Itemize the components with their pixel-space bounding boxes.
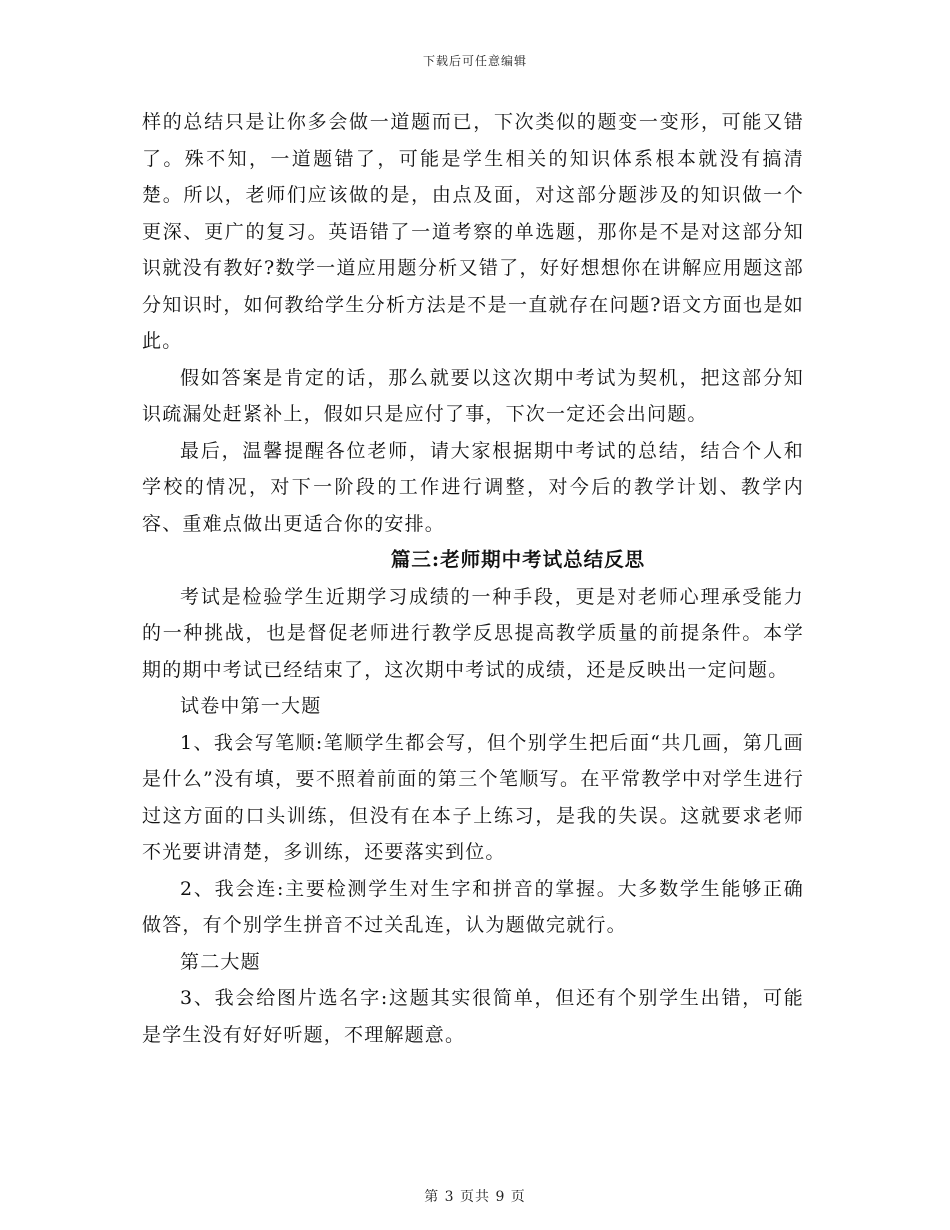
section-subheading: 试卷中第一大题 (180, 695, 322, 717)
page-header: 下载后可任意编辑 (422, 54, 527, 68)
body-paragraph: 最后，温馨提醒各位老师，请大家根据期中考试的总结，结合个人和学校的情况，对下一阶段的工作进行调整，对今后的教学计划、教学内容、重难点做出更适合你的安排。 (142, 439, 804, 535)
section-paragraph: 考试是检验学生近期学习成绩的一种手段，更是对老师心理承受能力的一种挑战，也是督促老师进行教学反思提高教学质量的前提条件。本学期的期中考试已经结束了，这次期中考试的成绩，还是反映出一定问题。 (142, 585, 804, 681)
body-paragraph: 假如答案是肯定的话，那么就要以这次期中考试为契机，把这部分知识疏漏处赶紧补上，假如只是应付了事，下次一定还会出问题。 (142, 366, 804, 425)
body-paragraph: 样的总结只是让你多会做一道题而已，下次类似的题变一变形，可能又错了。殊不知，一道题错了，可能是学生相关的知识体系根本就没有搞清楚。所以，老师们应该做的是，由点及面，对这部分题涉及的知识做一个更深、更广的复习。英语错了一道考察的单选题，那你是不是对这部分知识就没有教好?数学一道应用题分析又错了，好好想想你在讲解应用题这部分知识时，如何教给学生分析方法是不是一直就存在问题?语文方面也是如此。 (142, 111, 804, 352)
document-body (142, 104, 804, 1053)
section-paragraph: 2、我会连:主要检测学生对生字和拼音的掌握。大多数学生能够正确做答，有个别学生拼音不过关乱连，认为题做完就行。 (142, 877, 804, 936)
page-footer: 第 3 页共 9 页 (424, 1189, 526, 1205)
section-paragraph: 1、我会写笔顺:笔顺学生都会写，但个别学生把后面“共几画，第几画是什么”没有填，要不照着前面的第三个笔顺写。在平常教学中对学生进行过这方面的口头训练，但没有在本子上练习，是我的失误。这就要求老师不光要讲清楚，多训练，还要落实到位。 (142, 731, 804, 863)
section-title: 篇三:老师期中考试总结反思 (390, 548, 646, 571)
section-paragraph: 3、我会给图片选名字:这题其实很简单，但还有个别学生出错，可能是学生没有好好听题，不理解题意。 (142, 987, 804, 1046)
section-subheading: 第二大题 (180, 950, 261, 973)
